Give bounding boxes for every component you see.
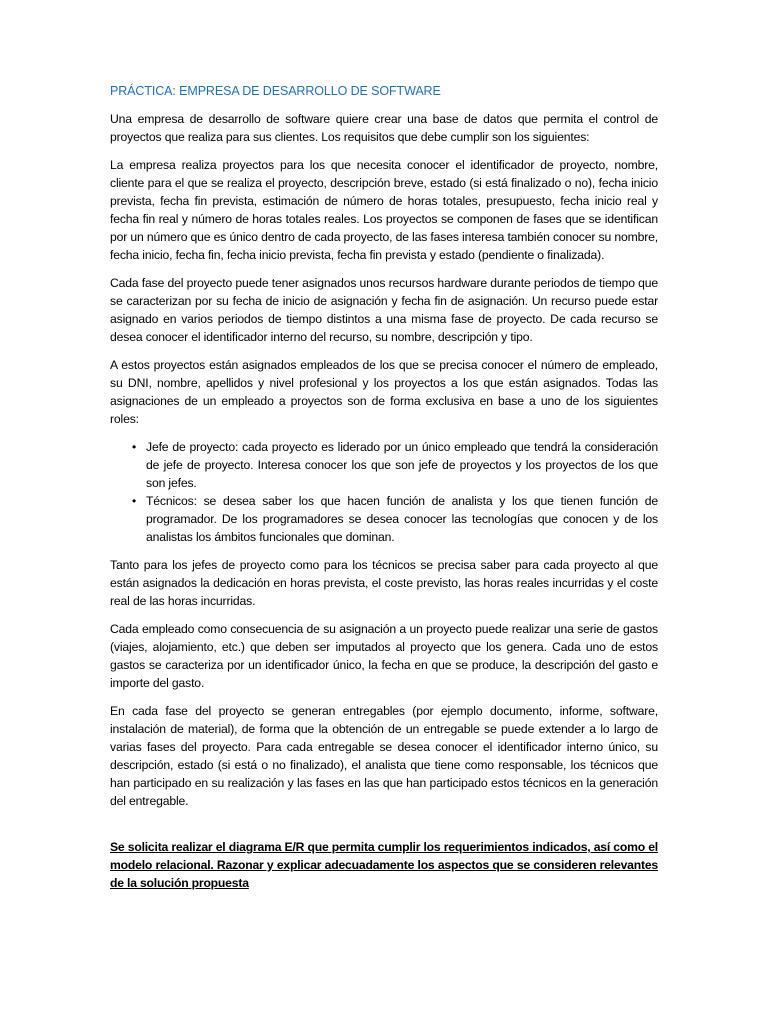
role-project-manager: Jefe de proyecto: cada proyecto es liderado por un único empleado que tendrá la consideración de jefe de proyecto. Interesa conocer los que son jefe de proyectos y los proyectos de los que son jefes. xyxy=(146,440,658,490)
resources-paragraph: Cada fase del proyecto puede tener asignados unos recursos hardware durante periodos de tiempo que se caracterizan por su fecha de inicio de asignación y fecha fin de asignación. Un recurso puede estar asignado en varios periodos de tiempo distintos a una misma fase de proyecto. De cada recurso se desea conocer el identificador interno del recurso, su nombre, descripción y tipo. xyxy=(110,276,658,344)
spacer xyxy=(110,820,658,838)
employees-paragraph: A estos proyectos están asignados empleados de los que se precisa conocer el número de empleado, su DNI, nombre, apellidos y nivel profesional y los proyectos a los que están asignados. Todas las asignaciones de un empleado a proyectos son de forma exclusiva en base a uno de los siguientes roles: xyxy=(110,358,658,426)
intro-paragraph: Una empresa de desarrollo de software quiere crear una base de datos que permita el control de proyectos que realiza para sus clientes. Los requisitos que debe cumplir son los siguientes: xyxy=(110,112,658,144)
roles-list xyxy=(110,438,658,546)
list-item xyxy=(110,438,658,492)
bullet-icon: • xyxy=(132,440,137,454)
deliverables-paragraph: En cada fase del proyecto se generan entregables (por ejemplo documento, informe, software, instalación de material), de forma que la obtención de un entregable se puede extender a lo largo de varias fases del proyecto. Para cada entregable se desea conocer el identificador interno único, su descripción, estado (si está o no finalizado), el analista que tiene como responsable, los técnicos que han participado en su realización y las fases en las que han participado estos técnicos en la generación del entregable. xyxy=(110,704,658,808)
expenses-paragraph: Cada empleado como consecuencia de su asignación a un proyecto puede realizar una serie de gastos (viajes, alojamiento, etc.) que deben ser imputados al proyecto que los genera. Cada uno de estos gastos se caracteriza por un identificador único, la fecha en que se produce, la descripción del gasto e importe del gasto. xyxy=(110,622,658,690)
document-title: PRÁCTICA: EMPRESA DE DESARROLLO DE SOFTWARE xyxy=(110,84,441,98)
projects-paragraph: La empresa realiza proyectos para los que necesita conocer el identificador de proyecto, nombre, cliente para el que se realiza el proyecto, descripción breve, estado (si está finalizado o no), fecha inicio prevista, fecha fin prevista, estimación de número de horas totales, presupuesto, fecha inicio real y fecha fin real y número de horas totales reales. Los proyectos se componen de fases que se identifican por un número que es único dentro de cada proyecto, de las fases interesa también conocer su nombre, fecha inicio, fecha fin, fecha inicio prevista, fecha fin prevista y estado (pendiente o finalizada). xyxy=(110,158,658,262)
document-page xyxy=(110,82,658,892)
role-technicians: Técnicos: se desea saber los que hacen función de analista y los que tienen función de programador. De los programadores se desea conocer las tecnologías que conocen y de los analistas los ámbitos funcionales que dominan. xyxy=(146,494,658,544)
assignment-request: Se solicita realizar el diagrama E/R que permita cumplir los requerimientos indicados, así como el modelo relacional. Razonar y explicar adecuadamente los aspectos que se consideren relevantes de la solución propuesta xyxy=(110,840,658,890)
dedication-paragraph: Tanto para los jefes de proyecto como para los técnicos se precisa saber para cada proyecto al que están asignados la dedicación en horas prevista, el coste previsto, las horas reales incurridas y el coste real de las horas incurridas. xyxy=(110,558,658,608)
bullet-icon: • xyxy=(132,494,137,508)
list-item xyxy=(110,492,658,546)
